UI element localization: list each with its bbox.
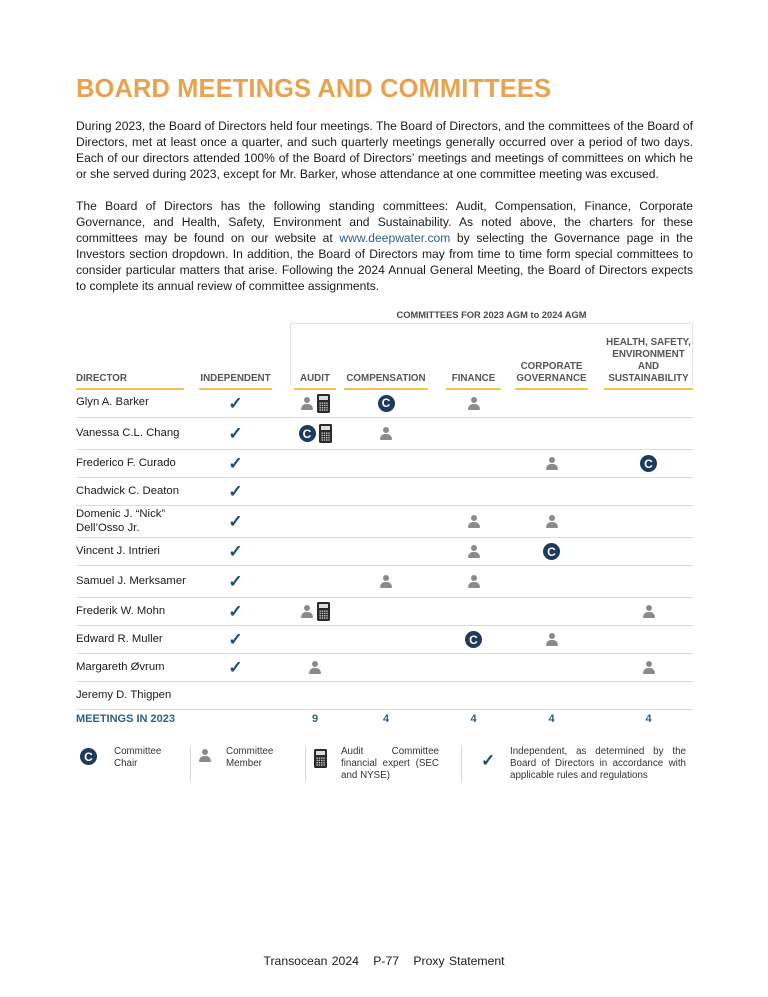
meetings-audit: 9 bbox=[311, 713, 319, 725]
corporate-governance-cell bbox=[515, 626, 588, 653]
committee-chair-icon: C bbox=[465, 631, 482, 648]
compensation-cell bbox=[344, 538, 428, 565]
audit-cell bbox=[294, 478, 336, 505]
independent-cell bbox=[199, 598, 272, 625]
committee-member-icon bbox=[467, 514, 481, 529]
corporate-governance-cell bbox=[515, 682, 588, 709]
footer-company: Transocean 2024 bbox=[263, 954, 359, 968]
committee-member-icon bbox=[467, 396, 481, 411]
legend-member bbox=[196, 746, 306, 784]
table-row bbox=[76, 626, 693, 654]
legend-chair bbox=[76, 746, 186, 784]
director-name: Margareth Øvrum bbox=[76, 660, 165, 673]
compensation-cell bbox=[344, 566, 428, 597]
table-row bbox=[76, 418, 693, 450]
finance-cell bbox=[446, 626, 501, 653]
table-row bbox=[76, 538, 693, 566]
committee-member-icon bbox=[467, 574, 481, 589]
meetings-label: MEETINGS IN 2023 bbox=[76, 713, 176, 725]
compensation-cell bbox=[344, 682, 428, 709]
table-row bbox=[76, 566, 693, 598]
hses-cell bbox=[604, 682, 693, 709]
committee-member-icon bbox=[379, 574, 393, 589]
hses-cell bbox=[604, 478, 693, 505]
legend-calc bbox=[314, 746, 464, 784]
table-row bbox=[76, 389, 693, 418]
committee-chair-icon: C bbox=[640, 455, 657, 472]
independent-cell bbox=[199, 418, 272, 449]
audit-cell bbox=[294, 566, 336, 597]
committee-member-icon bbox=[300, 396, 314, 411]
header-compensation: COMPENSATION bbox=[344, 323, 428, 387]
legend-divider bbox=[305, 746, 306, 782]
director-name: Glyn A. Barker bbox=[76, 396, 149, 409]
checkmark-icon: ✓ bbox=[228, 482, 243, 501]
legend-divider bbox=[190, 746, 191, 782]
checkmark-icon: ✓ bbox=[228, 572, 243, 591]
checkmark-icon: ✓ bbox=[228, 630, 243, 649]
legend-chair-text: Committee Chair bbox=[114, 746, 162, 769]
table-row bbox=[76, 506, 693, 538]
committee-member-icon bbox=[300, 604, 314, 619]
independent-cell bbox=[199, 506, 272, 537]
director-name: Samuel J. Merksamer bbox=[76, 574, 186, 587]
independent-cell bbox=[199, 478, 272, 505]
corporate-governance-cell bbox=[515, 418, 588, 449]
table-row bbox=[76, 450, 693, 478]
committee-group-title: COMMITTEES FOR 2023 AGM to 2024 AGM bbox=[396, 310, 587, 320]
compensation-cell bbox=[344, 626, 428, 653]
meetings-finance: 4 bbox=[470, 713, 477, 725]
page-footer bbox=[0, 954, 768, 968]
committee-member-icon bbox=[379, 426, 393, 441]
audit-cell bbox=[294, 598, 336, 625]
legend-independent bbox=[476, 746, 693, 784]
hses-cell bbox=[604, 626, 693, 653]
independent-cell bbox=[199, 654, 272, 681]
calculator-icon bbox=[314, 749, 327, 768]
calculator-icon bbox=[317, 394, 330, 413]
header-hses: HEALTH, SAFETY, ENVIRONMENT AND SUSTAINABILITY bbox=[604, 323, 693, 387]
header-audit: AUDIT bbox=[294, 323, 336, 387]
paragraph-text: The Board of Directors has the following standing committees: Audit, Compensation, Finance, Corporate Governance, and Health, Safety, Environment and Sustainability. As noted above, the charters for these committees may be found on our website at bbox=[76, 199, 693, 246]
director-name: Jeremy D. Thigpen bbox=[76, 688, 172, 701]
committee-member-icon bbox=[198, 748, 212, 763]
committee-member-icon bbox=[308, 660, 322, 675]
hses-cell bbox=[604, 654, 693, 681]
audit-cell bbox=[294, 654, 336, 681]
independent-cell bbox=[199, 566, 272, 597]
checkmark-icon: ✓ bbox=[228, 602, 243, 621]
finance-cell bbox=[446, 538, 501, 565]
independent-cell bbox=[199, 626, 272, 653]
checkmark-icon: ✓ bbox=[228, 454, 243, 473]
checkmark-icon: ✓ bbox=[228, 542, 243, 561]
committee-chair-icon: C bbox=[299, 425, 316, 442]
director-name: Vincent J. Intrieri bbox=[76, 544, 160, 557]
independent-cell bbox=[199, 389, 272, 417]
compensation-cell bbox=[344, 450, 428, 477]
hses-cell bbox=[604, 389, 693, 417]
legend-divider bbox=[461, 746, 462, 782]
website-link[interactable]: www.deepwater.com bbox=[339, 231, 451, 246]
meetings-compensation: 4 bbox=[382, 713, 390, 725]
corporate-governance-cell bbox=[515, 506, 588, 537]
legend-member-text: Committee Member bbox=[226, 746, 274, 769]
legend bbox=[76, 746, 693, 784]
committee-member-icon bbox=[642, 604, 656, 619]
checkmark-icon: ✓ bbox=[228, 658, 243, 677]
committee-member-icon bbox=[642, 660, 656, 675]
audit-cell bbox=[294, 389, 336, 417]
director-name: Frederico F. Curado bbox=[76, 456, 176, 469]
hses-cell bbox=[604, 418, 693, 449]
corporate-governance-cell bbox=[515, 450, 588, 477]
finance-cell bbox=[446, 598, 501, 625]
header-finance: FINANCE bbox=[446, 323, 501, 387]
corporate-governance-cell bbox=[515, 598, 588, 625]
checkmark-icon: ✓ bbox=[228, 424, 243, 443]
director-name: Vanessa C.L. Chang bbox=[76, 426, 180, 439]
compensation-cell bbox=[344, 478, 428, 505]
independent-cell bbox=[199, 450, 272, 477]
finance-cell bbox=[446, 682, 501, 709]
compensation-cell bbox=[344, 418, 428, 449]
corporate-governance-cell bbox=[515, 389, 588, 417]
audit-cell bbox=[294, 626, 336, 653]
meetings-row bbox=[76, 710, 693, 730]
table-row bbox=[76, 682, 693, 710]
compensation-cell bbox=[344, 598, 428, 625]
finance-cell bbox=[446, 506, 501, 537]
paragraph-text: by selecting the Governance page in the Investors section dropdown. In addition, the Board of Directors may from time to time form special committees to consider particular matters that arise. Following the 2024 Annual General Meeting, the Board of Directors expects to complete its annual review of committee assignments. bbox=[76, 231, 693, 294]
compensation-cell bbox=[344, 506, 428, 537]
committee-member-icon bbox=[467, 544, 481, 559]
header-independent: INDEPENDENT bbox=[199, 323, 272, 387]
hses-cell bbox=[604, 566, 693, 597]
compensation-cell bbox=[344, 654, 428, 681]
meetings-corporate-governance: 4 bbox=[548, 713, 555, 725]
page-title: BOARD MEETINGS AND COMMITTEES bbox=[76, 75, 552, 103]
legend-independent-text: Independent, as determined by the Board of Directors in accordance with applicable rules and regulations bbox=[510, 746, 686, 781]
finance-cell bbox=[446, 478, 501, 505]
committee-member-icon bbox=[545, 514, 559, 529]
finance-cell bbox=[446, 450, 501, 477]
audit-cell bbox=[294, 418, 336, 449]
audit-cell bbox=[294, 682, 336, 709]
hses-cell bbox=[604, 506, 693, 537]
paragraph-meetings: During 2023, the Board of Directors held four meetings. The Board of Directors, and the committees of the Board of Directors, met at least once a quarter, and such quarterly meetings generally occurred over a period of two days. Each of our directors attended 100% of the Board of Directors’ meetings and meetings of committees on which he or she served during 2023, except for Mr. Barker, whose attendance at one committee meeting was excused. bbox=[76, 119, 693, 182]
header-director: DIRECTOR bbox=[76, 323, 184, 387]
meetings-hses: 4 bbox=[645, 713, 652, 725]
director-name: Domenic J. “Nick” Dell’Osso Jr. bbox=[76, 508, 166, 534]
footer-document: Proxy Statement bbox=[413, 954, 505, 968]
paragraph-committees bbox=[76, 198, 693, 295]
header-corporate-governance: CORPORATE GOVERNANCE bbox=[515, 323, 588, 387]
hses-cell bbox=[604, 598, 693, 625]
corporate-governance-cell bbox=[515, 654, 588, 681]
corporate-governance-cell bbox=[515, 566, 588, 597]
finance-cell bbox=[446, 566, 501, 597]
legend-calc-text: Audit Committee financial expert (SEC and NYSE) bbox=[341, 746, 439, 781]
audit-cell bbox=[294, 538, 336, 565]
director-name: Edward R. Muller bbox=[76, 632, 163, 645]
committee-chair-icon: C bbox=[80, 748, 97, 765]
hses-cell bbox=[604, 450, 693, 477]
calculator-icon bbox=[319, 424, 332, 443]
hses-cell bbox=[604, 538, 693, 565]
audit-cell bbox=[294, 506, 336, 537]
checkmark-icon: ✓ bbox=[228, 393, 243, 413]
finance-cell bbox=[446, 389, 501, 417]
director-name: Chadwick C. Deaton bbox=[76, 484, 179, 497]
calculator-icon bbox=[317, 602, 330, 621]
table-row bbox=[76, 478, 693, 506]
compensation-cell bbox=[344, 389, 428, 417]
finance-cell bbox=[446, 418, 501, 449]
committee-member-icon bbox=[545, 632, 559, 647]
checkmark-icon: ✓ bbox=[481, 751, 496, 770]
table-row bbox=[76, 654, 693, 682]
table-row bbox=[76, 598, 693, 626]
corporate-governance-cell bbox=[515, 538, 588, 565]
committee-chair-icon: C bbox=[378, 395, 395, 412]
finance-cell bbox=[446, 654, 501, 681]
independent-cell bbox=[199, 682, 272, 709]
audit-cell bbox=[294, 450, 336, 477]
committee-member-icon bbox=[545, 456, 559, 471]
corporate-governance-cell bbox=[515, 478, 588, 505]
committee-chair-icon: C bbox=[543, 543, 560, 560]
checkmark-icon: ✓ bbox=[228, 512, 243, 531]
director-name: Frederik W. Mohn bbox=[76, 604, 166, 617]
footer-page-number: P-77 bbox=[373, 954, 400, 968]
independent-cell bbox=[199, 538, 272, 565]
